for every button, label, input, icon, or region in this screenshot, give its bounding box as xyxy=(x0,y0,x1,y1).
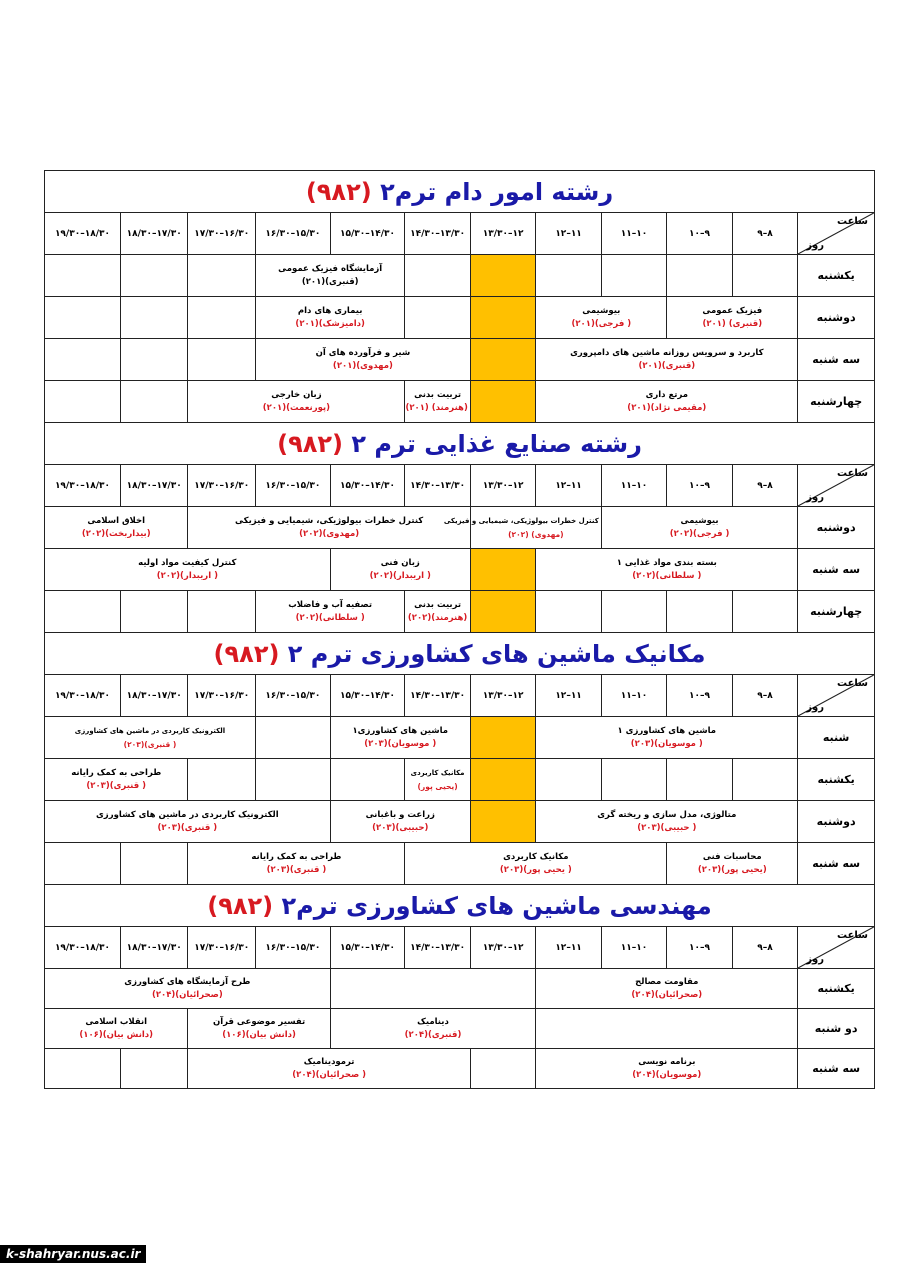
course-name: ترمودینامیک xyxy=(303,1056,355,1067)
time-slot-header: ۱۴/۳۰–۱۵/۳۰ xyxy=(330,465,405,507)
course-name: آزمایشگاه فیزیک عمومی xyxy=(278,263,383,274)
course-name: مرتع داری xyxy=(645,389,689,400)
course-cell xyxy=(536,381,798,423)
empty-slot xyxy=(330,759,405,801)
empty-slot xyxy=(188,297,256,339)
empty-slot xyxy=(667,255,732,297)
day-row xyxy=(45,255,875,297)
empty-slot xyxy=(120,381,188,423)
section-title-text: مهندسی ماشین های کشاورزی ترم۲ xyxy=(281,891,712,920)
course-teacher: (پورنعمت)(۲۰۱) xyxy=(262,402,331,413)
course-cell xyxy=(536,801,798,843)
course-cell xyxy=(536,1049,798,1089)
course-cell xyxy=(45,801,331,843)
break-slot xyxy=(470,297,535,339)
header-corner xyxy=(798,927,875,969)
course-name: مکانیک کاربردی xyxy=(503,851,569,862)
course-teacher: (دانش بیان)(۱۰۶) xyxy=(222,1029,296,1040)
day-label: یکشنبه xyxy=(798,255,875,297)
empty-slot xyxy=(667,591,732,633)
course-teacher: (قنبری)(۲۰۴) xyxy=(404,1029,462,1040)
empty-slot xyxy=(536,591,601,633)
course-name: بیوشیمی xyxy=(582,305,621,316)
section-title-text: رشته امور دام ترم۲ xyxy=(380,177,614,206)
course-teacher: (هنرمند)(۲۰۲) xyxy=(407,612,468,623)
time-slot-header: ۱۴/۳۰–۱۵/۳۰ xyxy=(330,675,405,717)
course-cell xyxy=(667,843,798,885)
time-slot-header: ۱۸/۳۰–۱۹/۳۰ xyxy=(45,927,121,969)
course-cell xyxy=(330,717,470,759)
break-slot xyxy=(470,549,535,591)
empty-slot xyxy=(601,591,666,633)
course-name: کاربرد و سرویس روزانه ماشین های دامپروری xyxy=(570,347,764,358)
day-label: شنبه xyxy=(798,717,875,759)
empty-slot xyxy=(188,339,256,381)
course-cell xyxy=(255,297,404,339)
course-name: شیر و فرآورده های آن xyxy=(315,347,411,358)
time-slot-header: ۱۵/۳۰–۱۶/۳۰ xyxy=(255,465,330,507)
course-teacher: ( قنبری)(۲۰۳) xyxy=(86,780,147,791)
day-row xyxy=(45,717,875,759)
course-name: ماشین های کشاورزی۱ xyxy=(352,725,449,736)
header-hour-label: ساعت xyxy=(836,930,868,941)
course-name: طراحی به کمک رایانه xyxy=(71,767,162,778)
empty-slot xyxy=(45,339,121,381)
course-teacher: (بیداربخت)(۲۰۲) xyxy=(81,528,151,539)
empty-slot xyxy=(188,255,256,297)
course-name: زراعت و باغبانی xyxy=(365,809,435,820)
day-label: یکشنبه xyxy=(798,969,875,1009)
day-label: دوشنبه xyxy=(798,507,875,549)
course-cell xyxy=(536,969,798,1009)
course-teacher: ( حبیبی)(۲۰۳) xyxy=(637,822,697,833)
course-teacher: ( قنبری)(۲۰۳) xyxy=(123,739,177,749)
course-teacher: ( صحرائیان)(۲۰۴) xyxy=(292,1069,367,1080)
course-cell xyxy=(536,549,798,591)
course-name: بسته بندی مواد غذایی ۱ xyxy=(616,557,717,568)
section-title-row xyxy=(45,633,875,675)
day-row xyxy=(45,381,875,423)
course-teacher: (یحیی پور)(۲۰۳) xyxy=(697,864,767,875)
course-name: تفسیر موضوعی قرآن xyxy=(212,1016,306,1027)
course-teacher: (هنرمند) (۲۰۱) xyxy=(405,402,468,413)
time-slot-header: ۹–۱۰ xyxy=(667,927,732,969)
course-teacher: (مقیمی نژاد)(۲۰۱) xyxy=(627,402,707,413)
time-slot-header: ۱۲–۱۳/۳۰ xyxy=(470,213,535,255)
section-title xyxy=(45,171,875,213)
break-slot xyxy=(470,339,535,381)
day-row xyxy=(45,591,875,633)
day-label: چهارشنبه xyxy=(798,381,875,423)
time-slot-header: ۱۳/۳۰–۱۴/۳۰ xyxy=(405,675,470,717)
course-cell xyxy=(330,801,470,843)
course-teacher: (صحرائیان)(۲۰۴) xyxy=(151,989,223,1000)
time-header-row xyxy=(45,213,875,255)
time-slot-header: ۱۷/۳۰–۱۸/۳۰ xyxy=(120,213,188,255)
day-row xyxy=(45,969,875,1009)
course-cell xyxy=(45,549,331,591)
course-teacher: ( سلطانی)(۲۰۲) xyxy=(632,570,702,581)
time-slot-header: ۱۳/۳۰–۱۴/۳۰ xyxy=(405,213,470,255)
header-day-label: روز xyxy=(806,492,824,503)
course-teacher: (دانش بیان)(۱۰۶) xyxy=(79,1029,154,1040)
time-slot-header: ۱۴/۳۰–۱۵/۳۰ xyxy=(330,213,405,255)
empty-slot xyxy=(255,717,330,759)
time-slot-header: ۱۶/۳۰–۱۷/۳۰ xyxy=(188,465,256,507)
course-teacher: ( قنبری)(۲۰۳) xyxy=(266,864,327,875)
empty-slot xyxy=(188,591,256,633)
course-teacher: (مهدوی)(۲۰۱) xyxy=(332,360,393,371)
header-hour-label: ساعت xyxy=(836,468,868,479)
course-name: زبان فنی xyxy=(380,557,420,568)
empty-slot xyxy=(120,843,188,885)
course-teacher: (قنبری)(۲۰۱) xyxy=(638,360,696,371)
time-slot-header: ۱۱–۱۲ xyxy=(536,675,601,717)
section-title xyxy=(45,423,875,465)
time-slot-header: ۹–۱۰ xyxy=(667,675,732,717)
empty-slot xyxy=(405,297,470,339)
empty-slot xyxy=(536,255,601,297)
empty-slot xyxy=(667,759,732,801)
course-teacher: ( موسویان)(۲۰۳) xyxy=(630,738,703,749)
course-teacher: ( اریبدار)(۲۰۲) xyxy=(156,570,218,581)
time-slot-header: ۱۰–۱۱ xyxy=(601,213,666,255)
empty-slot xyxy=(45,381,121,423)
day-row xyxy=(45,801,875,843)
time-slot-header: ۱۲–۱۳/۳۰ xyxy=(470,927,535,969)
empty-slot xyxy=(120,297,188,339)
time-slot-header: ۸–۹ xyxy=(732,465,797,507)
empty-slot xyxy=(45,843,121,885)
header-day-label: روز xyxy=(806,240,824,251)
break-slot xyxy=(470,255,535,297)
course-name: الکترونیک کاربردی در ماشین های کشاورزی xyxy=(96,809,279,820)
section-code: (۹۸۲) xyxy=(213,639,280,668)
day-row xyxy=(45,759,875,801)
day-label: سه شنبه xyxy=(798,1049,875,1089)
course-teacher: (صحرائیان)(۲۰۴) xyxy=(631,989,703,1000)
time-header-row xyxy=(45,675,875,717)
course-name: مقاومت مصالح xyxy=(635,976,699,987)
course-teacher: (دامیزشک)(۲۰۱) xyxy=(295,318,365,329)
day-row xyxy=(45,507,875,549)
section-title xyxy=(45,633,875,675)
empty-slot xyxy=(45,591,121,633)
course-cell xyxy=(405,843,667,885)
empty-slot xyxy=(45,1049,121,1089)
empty-slot xyxy=(732,591,797,633)
header-corner xyxy=(798,675,875,717)
course-teacher: (حبیبی)(۲۰۳) xyxy=(372,822,429,833)
time-slot-header: ۱۲–۱۳/۳۰ xyxy=(470,465,535,507)
time-slot-header: ۱۳/۳۰–۱۴/۳۰ xyxy=(405,465,470,507)
course-teacher: (یحیی پور) xyxy=(417,781,458,791)
empty-slot xyxy=(120,591,188,633)
course-name: کنترل خطرات بیولوژیکی، شیمیایی و فیزیکی xyxy=(443,516,599,525)
day-row xyxy=(45,549,875,591)
day-label: دو شنبه xyxy=(798,1009,875,1049)
course-teacher: (قنبری)(۲۰۱) xyxy=(301,276,359,287)
time-slot-header: ۱۸/۳۰–۱۹/۳۰ xyxy=(45,465,121,507)
time-slot-header: ۱۲–۱۳/۳۰ xyxy=(470,675,535,717)
course-teacher: ( اریبدار)(۲۰۲) xyxy=(369,570,431,581)
course-cell xyxy=(45,759,188,801)
course-name: برنامه نویسی xyxy=(638,1056,696,1067)
time-slot-header: ۱۰–۱۱ xyxy=(601,465,666,507)
course-name: انقلاب اسلامی xyxy=(85,1016,148,1027)
course-cell xyxy=(188,507,470,549)
empty-slot xyxy=(601,255,666,297)
empty-slot xyxy=(255,759,330,801)
course-name: طرح آزمایشگاه های کشاورزی xyxy=(124,976,251,987)
course-cell xyxy=(536,297,667,339)
course-cell xyxy=(188,843,405,885)
time-slot-header: ۱۸/۳۰–۱۹/۳۰ xyxy=(45,213,121,255)
day-row xyxy=(45,1009,875,1049)
day-row xyxy=(45,843,875,885)
course-teacher: (مهدوی) (۲۰۲) xyxy=(508,529,564,539)
time-slot-header: ۱۳/۳۰–۱۴/۳۰ xyxy=(405,927,470,969)
time-slot-header: ۱۱–۱۲ xyxy=(536,465,601,507)
course-teacher: ( قنبری)(۲۰۳) xyxy=(157,822,218,833)
day-label: سه شنبه xyxy=(798,843,875,885)
course-teacher: (قنبری) (۲۰۱) xyxy=(702,318,763,329)
section-title-text: مکانیک ماشین های کشاورزی ترم ۲ xyxy=(287,639,706,668)
day-row xyxy=(45,1049,875,1089)
empty-slot xyxy=(330,969,536,1009)
empty-slot xyxy=(536,1009,798,1049)
course-cell xyxy=(536,717,798,759)
time-header-row xyxy=(45,465,875,507)
empty-slot xyxy=(601,759,666,801)
time-slot-header: ۱۵/۳۰–۱۶/۳۰ xyxy=(255,675,330,717)
empty-slot xyxy=(120,339,188,381)
break-slot xyxy=(470,801,535,843)
course-name: بیماری های دام xyxy=(297,305,363,316)
time-slot-header: ۱۰–۱۱ xyxy=(601,675,666,717)
course-cell xyxy=(667,297,798,339)
empty-slot xyxy=(45,255,121,297)
section-title-row xyxy=(45,423,875,465)
time-slot-header: ۱۰–۱۱ xyxy=(601,927,666,969)
time-slot-header: ۹–۱۰ xyxy=(667,465,732,507)
time-slot-header: ۱۱–۱۲ xyxy=(536,213,601,255)
course-cell xyxy=(255,255,404,297)
course-cell xyxy=(405,591,470,633)
site-badge[interactable]: k-shahryar.nus.ac.ir xyxy=(0,1245,146,1263)
day-label: یکشنبه xyxy=(798,759,875,801)
course-cell xyxy=(330,549,470,591)
header-corner xyxy=(798,465,875,507)
time-slot-header: ۱۶/۳۰–۱۷/۳۰ xyxy=(188,213,256,255)
time-slot-header: ۱۷/۳۰–۱۸/۳۰ xyxy=(120,465,188,507)
course-name: تربیت بدنی xyxy=(414,389,462,400)
empty-slot xyxy=(732,759,797,801)
header-day-label: روز xyxy=(806,954,824,965)
empty-slot xyxy=(470,1049,535,1089)
course-cell xyxy=(45,507,188,549)
time-slot-header: ۱۴/۳۰–۱۵/۳۰ xyxy=(330,927,405,969)
schedule-table xyxy=(44,170,875,1089)
empty-slot xyxy=(188,759,256,801)
course-cell xyxy=(601,507,797,549)
day-label: سه شنبه xyxy=(798,339,875,381)
course-name: ماشین های کشاورزی ۱ xyxy=(617,725,717,736)
course-teacher: ( سلطانی)(۲۰۲) xyxy=(295,612,365,623)
course-cell xyxy=(330,1009,536,1049)
course-name: تصفیه آب و فاضلاب xyxy=(288,599,373,610)
course-name: اخلاق اسلامی xyxy=(87,515,146,526)
day-label: چهارشنبه xyxy=(798,591,875,633)
course-teacher: (موسویان)(۲۰۴) xyxy=(632,1069,702,1080)
time-slot-header: ۱۵/۳۰–۱۶/۳۰ xyxy=(255,927,330,969)
course-cell xyxy=(536,339,798,381)
course-name: متالوژی، مدل سازی و ریخته گری xyxy=(597,809,737,820)
empty-slot xyxy=(120,255,188,297)
course-name: الکترونیک کاربردی در ماشین های کشاورزی xyxy=(74,726,226,735)
course-cell xyxy=(188,381,405,423)
header-hour-label: ساعت xyxy=(836,216,868,227)
course-cell xyxy=(45,969,331,1009)
time-slot-header: ۸–۹ xyxy=(732,927,797,969)
course-name: کنترل کیفیت مواد اولیه xyxy=(138,557,237,568)
day-label: سه شنبه xyxy=(798,549,875,591)
course-cell xyxy=(188,1009,330,1049)
course-name: فیزیک عمومی xyxy=(702,305,763,316)
course-cell xyxy=(45,717,256,759)
section-code: (۹۸۲) xyxy=(305,177,372,206)
time-slot-header: ۱۸/۳۰–۱۹/۳۰ xyxy=(45,675,121,717)
empty-slot xyxy=(45,297,121,339)
section-code: (۹۸۲) xyxy=(207,891,274,920)
break-slot xyxy=(470,591,535,633)
course-name: زبان خارجی xyxy=(271,389,322,400)
empty-slot xyxy=(732,255,797,297)
time-slot-header: ۱۵/۳۰–۱۶/۳۰ xyxy=(255,213,330,255)
section-title-text: رشته صنایع غذایی ترم ۲ xyxy=(351,429,642,458)
course-name: محاسبات فنی xyxy=(702,851,762,862)
header-hour-label: ساعت xyxy=(836,678,868,689)
course-name: کنترل خطرات بیولوژیکی، شیمیایی و فیزیکی xyxy=(235,515,424,526)
header-day-label: روز xyxy=(806,702,824,713)
break-slot xyxy=(470,717,535,759)
course-cell xyxy=(443,507,601,549)
section-code: (۹۸۲) xyxy=(277,429,343,458)
empty-slot xyxy=(120,1049,188,1089)
course-cell xyxy=(405,381,470,423)
course-teacher: ( موسویان)(۲۰۳) xyxy=(364,738,437,749)
empty-slot xyxy=(405,255,470,297)
course-cell xyxy=(188,1049,470,1089)
day-row xyxy=(45,297,875,339)
course-teacher: (مهدوی)(۲۰۲) xyxy=(299,528,360,539)
time-slot-header: ۹–۱۰ xyxy=(667,213,732,255)
course-cell xyxy=(405,759,470,801)
time-header-row xyxy=(45,927,875,969)
course-cell xyxy=(255,591,404,633)
course-name: مکانیک کاربردی xyxy=(410,768,465,777)
empty-slot xyxy=(536,759,601,801)
course-teacher: ( یحیی پور)(۲۰۳) xyxy=(499,864,572,875)
time-slot-header: ۱۶/۳۰–۱۷/۳۰ xyxy=(188,927,256,969)
course-name: طراحی به کمک رایانه xyxy=(251,851,342,862)
day-label: دوشنبه xyxy=(798,801,875,843)
day-label: دوشنبه xyxy=(798,297,875,339)
time-slot-header: ۱۶/۳۰–۱۷/۳۰ xyxy=(188,675,256,717)
day-row xyxy=(45,339,875,381)
break-slot xyxy=(470,759,535,801)
time-slot-header: ۱۷/۳۰–۱۸/۳۰ xyxy=(120,927,188,969)
course-cell xyxy=(255,339,470,381)
course-name: دینامیک xyxy=(417,1016,449,1027)
time-slot-header: ۱۷/۳۰–۱۸/۳۰ xyxy=(120,675,188,717)
header-corner xyxy=(798,213,875,255)
section-title-row xyxy=(45,885,875,927)
time-slot-header: ۸–۹ xyxy=(732,675,797,717)
break-slot xyxy=(470,381,535,423)
course-name: تربیت بدنی xyxy=(414,599,462,610)
course-teacher: ( فرجی)(۲۰۱) xyxy=(571,318,632,329)
course-name: بیوشیمی xyxy=(680,515,719,526)
course-cell xyxy=(45,1009,188,1049)
course-teacher: ( فرجی)(۲۰۲) xyxy=(669,528,730,539)
section-title-row xyxy=(45,171,875,213)
time-slot-header: ۱۱–۱۲ xyxy=(536,927,601,969)
time-slot-header: ۸–۹ xyxy=(732,213,797,255)
section-title xyxy=(45,885,875,927)
